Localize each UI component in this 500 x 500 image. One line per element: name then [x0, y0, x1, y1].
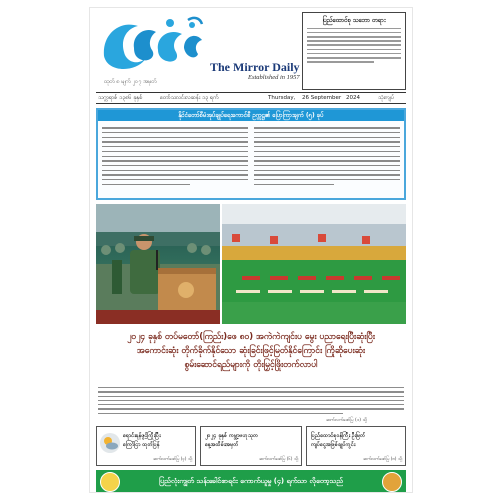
headline-line-1: ၂၀၂၄ ခုနှစ် တပ်မတော်(ကြည်း)ဖေ ၈၀) အကဲကဲကျင်းပ မွေး ပညာရေးပြီးဆုံးပြီး [127, 332, 375, 342]
text-line [254, 165, 400, 166]
state-seal-icon [382, 472, 402, 492]
text-line [307, 61, 374, 63]
teaser-3-line-1: ပြည်ထောင်စုဝန်ကြီး ဦးမြတ် [311, 433, 366, 439]
teaser-3-continue: ဆက်လက်ဖော်ပြ (၈) သို့ [362, 457, 402, 462]
text-line [102, 174, 248, 175]
teaser-1-line-2: ကြော်ငြာ ထုတ်ပြန် [123, 442, 160, 448]
text-line [98, 396, 404, 397]
text-line [307, 40, 401, 42]
text-line [98, 404, 404, 405]
text-line [254, 184, 334, 185]
text-line [254, 179, 400, 180]
masthead [90, 8, 412, 98]
text-line [254, 160, 400, 161]
teaser-1-line-1: ရောင်းရန်ဖွင့်ကြိုးပြီး [123, 433, 161, 439]
teaser-3-line-2: ကျပ်ငွေအဖြစ်ချုပ်ကွင်း [311, 442, 356, 448]
text-line [98, 387, 404, 388]
teaser-box-3 [306, 426, 406, 466]
text-line [102, 184, 190, 185]
continue-label: ဆက်လက်ဖော်ပြ (၁) သို့ [326, 418, 367, 423]
teaser-2-continue: ဆက်လက်ဖော်ပြ (၆) သို့ [259, 457, 298, 462]
text-line [98, 413, 343, 414]
text-line [254, 141, 400, 142]
established-note: Established in 1957 [248, 74, 300, 81]
text-line [98, 400, 404, 401]
photo-speaker-at-podium [96, 204, 220, 324]
date-year: 2024 [346, 95, 360, 101]
teaser-box-1 [96, 426, 196, 466]
text-line [254, 137, 400, 138]
text-line [307, 49, 401, 51]
weather-icon [100, 433, 120, 453]
banner-text: ပြည်လုံးကျွတ် သန်းခေါင်စာရင်း ကောက်ယူမှု (၄) ရက်သာ လိုတော့သည် [158, 477, 344, 485]
headline-line-3: စွမ်းဆောင်ရည်များကို တိုးမြှင့်ဖြိုးတက်လာပါ [184, 360, 318, 370]
teaser-2-line-1: ၂၀၂၄ ခုနှစ် ကမ္ဘာ့ဗဟုသုတ [205, 433, 259, 439]
english-title: The Mirror Daily [210, 60, 300, 74]
article-body [98, 384, 404, 417]
text-line [102, 160, 248, 161]
feature-column-left [102, 124, 248, 188]
text-line [102, 170, 248, 171]
headline-line-2: အကောင်းဆုံး တိုက်ခိုက်နိုင်သော ဆုံးခြင်းဖြင့်မြတ်နိုင်ကြောင်း ကြိုဆိုပေးဆုံး [136, 346, 366, 356]
teaser-1-continue: ဆက်လက်ဖော်ပြ (၄) သို့ [153, 457, 192, 462]
date-weekday: Thursday, [268, 95, 296, 101]
notice-box [302, 12, 406, 90]
text-line [307, 57, 401, 59]
teaser-box-2 [200, 426, 302, 466]
text-line [254, 156, 400, 157]
text-line [102, 132, 248, 133]
teaser-2-line-2: နေ့အထိမ်းအမှတ် [205, 442, 239, 448]
date-left: သက္ကရာဇ် ၁၃၈၆ ခုနှစ် [98, 95, 143, 101]
text-line [307, 36, 401, 38]
text-line [254, 170, 400, 171]
text-line [307, 53, 401, 55]
text-line [102, 156, 248, 157]
main-headline [100, 330, 402, 372]
newspaper-page [90, 8, 412, 492]
photo-parade-ground [222, 204, 406, 324]
census-emblem-icon [100, 472, 120, 492]
newspaper-logo [98, 14, 208, 78]
date-lunar: တော်သလင်းလဆန်း ၁၃ ရက် [160, 95, 219, 101]
notice-title: ပြည်ထောင်စု သဘော တရား [322, 17, 386, 24]
text-line [98, 408, 404, 409]
text-line [98, 391, 404, 392]
feature-news-box [96, 108, 406, 200]
text-line [254, 132, 400, 133]
tagline: ထုတ် ၈ မျက် ၂၀၇ အမှတ် [104, 79, 157, 85]
text-line [254, 127, 400, 128]
text-line [102, 165, 248, 166]
text-line [102, 141, 248, 142]
text-line [254, 151, 400, 152]
feature-heading: နိုင်ငံတော်စီမံအုပ်ချုပ်ရေးကောင်စီ ဥက္ကဋ္ဌ၏ ပြောကြားချက် (၅) ခုပ် [98, 110, 404, 121]
census-banner [96, 470, 406, 492]
text-line [102, 127, 248, 128]
text-line [102, 151, 248, 152]
text-line [254, 146, 400, 147]
text-line [307, 28, 401, 30]
price: သုံးကျပ် [378, 95, 394, 101]
date-day: 26 September [302, 95, 342, 101]
text-line [102, 137, 248, 138]
feature-column-right [254, 124, 400, 188]
date-bar [96, 92, 406, 104]
text-line [102, 179, 248, 180]
text-line [254, 174, 400, 175]
text-line [307, 44, 401, 46]
text-line [102, 146, 248, 147]
text-line [307, 32, 401, 34]
